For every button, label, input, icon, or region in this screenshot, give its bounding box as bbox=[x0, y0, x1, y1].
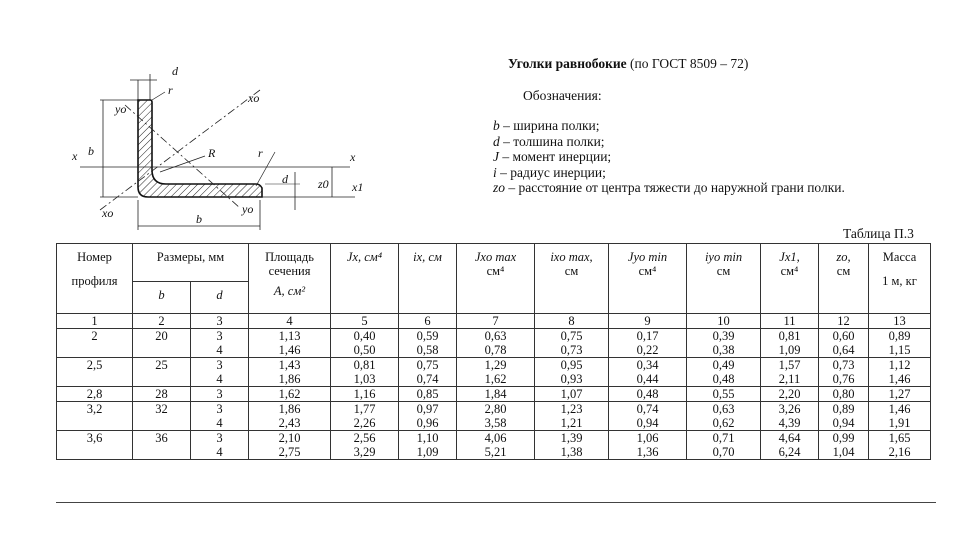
table-cell bbox=[869, 329, 931, 358]
cell-value: 0,78 bbox=[484, 343, 507, 357]
table-cell: 3,6 bbox=[57, 431, 133, 460]
cell-value: 1,36 bbox=[636, 445, 659, 459]
cell-value: 1,29 bbox=[484, 358, 507, 372]
cell-value: 0,93 bbox=[560, 372, 583, 386]
angle-profile-diagram bbox=[60, 60, 380, 230]
cell-value: 2,16 bbox=[888, 445, 911, 459]
column-number: 2 bbox=[133, 314, 191, 329]
document-title bbox=[508, 56, 748, 72]
cell-value: 1,13 bbox=[278, 329, 301, 343]
table-cell: 2 bbox=[57, 329, 133, 358]
table-cell bbox=[535, 358, 609, 387]
cell-value: 0,76 bbox=[832, 372, 855, 386]
legend-item: b – ширина полки; bbox=[493, 118, 600, 133]
cell-value: 0,94 bbox=[636, 416, 659, 430]
cell-value: 0,55 bbox=[712, 387, 735, 401]
cell-value: 1,43 bbox=[278, 358, 301, 372]
column-number: 3 bbox=[191, 314, 249, 329]
cell-value: 0,62 bbox=[712, 416, 735, 430]
header-zo: zo, см bbox=[819, 244, 869, 314]
table-cell bbox=[191, 358, 249, 387]
cell-value: 0,96 bbox=[416, 416, 439, 430]
cell-value: 0,58 bbox=[416, 343, 439, 357]
cell-value: 0,95 bbox=[560, 358, 583, 372]
diagram-label-x-left: x bbox=[72, 149, 78, 163]
table-cell bbox=[331, 358, 399, 387]
cell-value: 4 bbox=[216, 416, 223, 430]
table-cell bbox=[535, 431, 609, 460]
table-cell bbox=[535, 402, 609, 431]
cell-value: 2,10 bbox=[278, 431, 301, 445]
diagram-label-b-left: b bbox=[88, 144, 94, 158]
table-cell bbox=[869, 431, 931, 460]
cell-value: 1,09 bbox=[416, 445, 439, 459]
cell-value: 0,63 bbox=[484, 329, 507, 343]
table-cell: 32 bbox=[133, 402, 191, 431]
cell-value: 1,16 bbox=[353, 387, 376, 401]
table-cell bbox=[535, 329, 609, 358]
table-cell bbox=[249, 402, 331, 431]
column-number: 4 bbox=[249, 314, 331, 329]
cell-value: 3 bbox=[216, 387, 223, 401]
cell-value: 0,73 bbox=[560, 343, 583, 357]
legend-item: i – радиус инерции; bbox=[493, 164, 606, 180]
table-cell bbox=[609, 431, 687, 460]
table-cell bbox=[687, 431, 761, 460]
cell-value: 0,40 bbox=[353, 329, 376, 343]
cell-value: 3 bbox=[216, 431, 223, 445]
table-cell bbox=[331, 329, 399, 358]
cell-value: 1,39 bbox=[560, 431, 583, 445]
diagram-label-xo-top: xo bbox=[248, 91, 260, 105]
cell-value: 2,11 bbox=[778, 372, 801, 386]
column-number: 12 bbox=[819, 314, 869, 329]
cell-value: 0,50 bbox=[353, 343, 376, 357]
table-cell bbox=[687, 358, 761, 387]
table-cell bbox=[819, 358, 869, 387]
header-ixo: ixo max, см bbox=[535, 244, 609, 314]
title-main: Уголки равнобокие bbox=[508, 56, 627, 71]
table-cell bbox=[331, 431, 399, 460]
table-cell bbox=[331, 387, 399, 402]
cell-value: 0,73 bbox=[832, 358, 855, 372]
header-d: d bbox=[191, 282, 249, 314]
cell-value: 0,71 bbox=[712, 431, 735, 445]
cell-value: 0,75 bbox=[560, 329, 583, 343]
cell-value: 1,62 bbox=[484, 372, 507, 386]
column-number: 8 bbox=[535, 314, 609, 329]
cell-value: 2,26 bbox=[353, 416, 376, 430]
cell-value: 0,75 bbox=[416, 358, 439, 372]
cell-value: 0,74 bbox=[636, 402, 659, 416]
cell-value: 0,94 bbox=[832, 416, 855, 430]
cell-value: 5,21 bbox=[484, 445, 507, 459]
cell-value: 0,44 bbox=[636, 372, 659, 386]
table-cell bbox=[457, 329, 535, 358]
cell-value: 0,59 bbox=[416, 329, 439, 343]
cell-value: 2,43 bbox=[278, 416, 301, 430]
header-jxo: Jxo max см⁴ bbox=[457, 244, 535, 314]
table-cell bbox=[399, 402, 457, 431]
cell-value: 0,38 bbox=[712, 343, 735, 357]
cell-value: 1,38 bbox=[560, 445, 583, 459]
table-cell bbox=[191, 387, 249, 402]
column-number: 13 bbox=[869, 314, 931, 329]
table-cell: 20 bbox=[133, 329, 191, 358]
header-b: b bbox=[133, 282, 191, 314]
table-cell bbox=[249, 358, 331, 387]
cell-value: 1,23 bbox=[560, 402, 583, 416]
cell-value: 0,81 bbox=[353, 358, 376, 372]
cell-value: 4,06 bbox=[484, 431, 507, 445]
cell-value: 0,85 bbox=[416, 387, 439, 401]
cell-value: 1,15 bbox=[888, 343, 911, 357]
table-cell: 2,8 bbox=[57, 387, 133, 402]
cell-value: 3 bbox=[216, 402, 223, 416]
diagram-label-R: R bbox=[208, 146, 216, 160]
cell-value: 2,80 bbox=[484, 402, 507, 416]
table-cell bbox=[191, 402, 249, 431]
bottom-rule bbox=[56, 502, 936, 503]
cell-value: 1,91 bbox=[888, 416, 911, 430]
diagram-label-x-right: x bbox=[350, 150, 356, 164]
cell-value: 3 bbox=[216, 329, 223, 343]
table-cell bbox=[761, 402, 819, 431]
cell-value: 0,74 bbox=[416, 372, 439, 386]
table-cell bbox=[609, 387, 687, 402]
cell-value: 1,77 bbox=[353, 402, 376, 416]
column-number: 11 bbox=[761, 314, 819, 329]
header-sizes: Размеры, мм bbox=[133, 244, 249, 282]
table-cell bbox=[761, 387, 819, 402]
column-number: 7 bbox=[457, 314, 535, 329]
header-mass: Масса 1 м, кг bbox=[869, 244, 931, 314]
table-cell bbox=[609, 402, 687, 431]
table-cell bbox=[761, 329, 819, 358]
table-row bbox=[57, 358, 931, 387]
table-cell bbox=[331, 402, 399, 431]
header-jx: Jx, см⁴ bbox=[331, 244, 399, 314]
angle-profile-table bbox=[56, 243, 931, 460]
table-cell bbox=[869, 358, 931, 387]
cell-value: 1,21 bbox=[560, 416, 583, 430]
header-iyo: iyo min см bbox=[687, 244, 761, 314]
designations-heading: Обозначения: bbox=[523, 88, 602, 103]
table-cell bbox=[687, 387, 761, 402]
cell-value: 0,34 bbox=[636, 358, 659, 372]
diagram-label-zo: z0 bbox=[318, 177, 329, 191]
table-cell: 2,5 bbox=[57, 358, 133, 387]
table-cell bbox=[399, 329, 457, 358]
cell-value: 4 bbox=[216, 445, 223, 459]
cell-value: 1,03 bbox=[353, 372, 376, 386]
cell-value: 1,86 bbox=[278, 402, 301, 416]
table-cell bbox=[819, 329, 869, 358]
cell-value: 1,46 bbox=[278, 343, 301, 357]
table-cell bbox=[249, 387, 331, 402]
table-cell bbox=[761, 431, 819, 460]
header-jyo: Jyo min см⁴ bbox=[609, 244, 687, 314]
cell-value: 0,39 bbox=[712, 329, 735, 343]
cell-value: 0,48 bbox=[712, 372, 735, 386]
cell-value: 1,07 bbox=[560, 387, 583, 401]
table-row bbox=[57, 431, 931, 460]
table-cell bbox=[457, 387, 535, 402]
cell-value: 1,10 bbox=[416, 431, 439, 445]
table-cell bbox=[457, 431, 535, 460]
cell-value: 0,49 bbox=[712, 358, 735, 372]
column-number-row bbox=[57, 314, 931, 329]
cell-value: 0,22 bbox=[636, 343, 659, 357]
diagram-label-yo-top: yo bbox=[115, 102, 127, 116]
cell-value: 0,97 bbox=[416, 402, 439, 416]
cell-value: 4,39 bbox=[778, 416, 801, 430]
cell-value: 3,58 bbox=[484, 416, 507, 430]
table-cell: 25 bbox=[133, 358, 191, 387]
cell-value: 0,64 bbox=[832, 343, 855, 357]
table-row bbox=[57, 387, 931, 402]
cell-value: 1,57 bbox=[778, 358, 801, 372]
cell-value: 0,81 bbox=[778, 329, 801, 343]
diagram-label-d-top: d bbox=[172, 64, 178, 78]
cell-value: 2,56 bbox=[353, 431, 376, 445]
cell-value: 1,46 bbox=[888, 402, 911, 416]
cell-value: 1,06 bbox=[636, 431, 659, 445]
column-number: 9 bbox=[609, 314, 687, 329]
cell-value: 0,89 bbox=[888, 329, 911, 343]
table-cell bbox=[819, 431, 869, 460]
diagram-label-x1: x1 bbox=[352, 180, 364, 194]
legend-item: zo – расстояние от центра тяжести до наружной грани полки. bbox=[493, 180, 845, 195]
table-cell bbox=[609, 358, 687, 387]
table-cell bbox=[191, 329, 249, 358]
cell-value: 1,46 bbox=[888, 372, 911, 386]
table-cell: 3,2 bbox=[57, 402, 133, 431]
diagram-label-xo-bottom: xo bbox=[102, 206, 114, 220]
cell-value: 2,20 bbox=[778, 387, 801, 401]
table-cell bbox=[687, 402, 761, 431]
header-jx1: Jx1, см⁴ bbox=[761, 244, 819, 314]
table-cell: 28 bbox=[133, 387, 191, 402]
diagram-label-b-bottom: b bbox=[196, 212, 202, 226]
cell-value: 4 bbox=[216, 343, 223, 357]
table-cell bbox=[399, 387, 457, 402]
table-cell bbox=[819, 387, 869, 402]
table-cell bbox=[535, 387, 609, 402]
cell-value: 3 bbox=[216, 358, 223, 372]
cell-value: 1,04 bbox=[832, 445, 855, 459]
cell-value: 0,89 bbox=[832, 402, 855, 416]
table-cell bbox=[399, 358, 457, 387]
legend-item: J – момент инерции; bbox=[493, 149, 612, 164]
table-cell bbox=[819, 402, 869, 431]
table-caption: Таблица П.3 bbox=[843, 226, 914, 241]
table-row bbox=[57, 329, 931, 358]
cell-value: 0,48 bbox=[636, 387, 659, 401]
cell-value: 1,09 bbox=[778, 343, 801, 357]
cell-value: 0,70 bbox=[712, 445, 735, 459]
table-cell bbox=[249, 329, 331, 358]
header-area: Площадь сечения A, см² bbox=[249, 244, 331, 314]
cell-value: 0,99 bbox=[832, 431, 855, 445]
column-number: 1 bbox=[57, 314, 133, 329]
header-number: Номер профиля bbox=[57, 244, 133, 314]
header-ix: ix, см bbox=[399, 244, 457, 314]
cell-value: 1,62 bbox=[278, 387, 301, 401]
legend-item: d – толшина полки; bbox=[493, 133, 605, 149]
table-cell bbox=[457, 402, 535, 431]
title-standard: (по ГОСТ 8509 – 72) bbox=[630, 56, 749, 71]
cell-value: 1,65 bbox=[888, 431, 911, 445]
diagram-label-r-right: r bbox=[258, 146, 263, 160]
cell-value: 4,64 bbox=[778, 431, 801, 445]
cell-value: 3,29 bbox=[353, 445, 376, 459]
table-cell bbox=[761, 358, 819, 387]
cell-value: 4 bbox=[216, 372, 223, 386]
cell-value: 0,63 bbox=[712, 402, 735, 416]
cell-value: 0,60 bbox=[832, 329, 855, 343]
table-cell bbox=[687, 329, 761, 358]
table-cell bbox=[457, 358, 535, 387]
table-row bbox=[57, 402, 931, 431]
cell-value: 2,75 bbox=[278, 445, 301, 459]
legend-list bbox=[493, 118, 845, 196]
cell-value: 1,12 bbox=[888, 358, 911, 372]
diagram-label-r-top: r bbox=[168, 83, 173, 97]
diagram-label-d-right: d bbox=[282, 172, 288, 186]
table-cell bbox=[869, 387, 931, 402]
table-cell bbox=[191, 431, 249, 460]
cell-value: 0,80 bbox=[832, 387, 855, 401]
table-cell bbox=[609, 329, 687, 358]
diagram-label-yo-bottom: yo bbox=[242, 202, 254, 216]
cell-value: 0,17 bbox=[636, 329, 659, 343]
column-number: 10 bbox=[687, 314, 761, 329]
column-number: 6 bbox=[399, 314, 457, 329]
cell-value: 1,84 bbox=[484, 387, 507, 401]
cell-value: 6,24 bbox=[778, 445, 801, 459]
cell-value: 3,26 bbox=[778, 402, 801, 416]
cell-value: 1,86 bbox=[278, 372, 301, 386]
column-number: 5 bbox=[331, 314, 399, 329]
table-cell bbox=[399, 431, 457, 460]
table-cell bbox=[869, 402, 931, 431]
table-cell: 36 bbox=[133, 431, 191, 460]
cell-value: 1,27 bbox=[888, 387, 911, 401]
table-cell bbox=[249, 431, 331, 460]
